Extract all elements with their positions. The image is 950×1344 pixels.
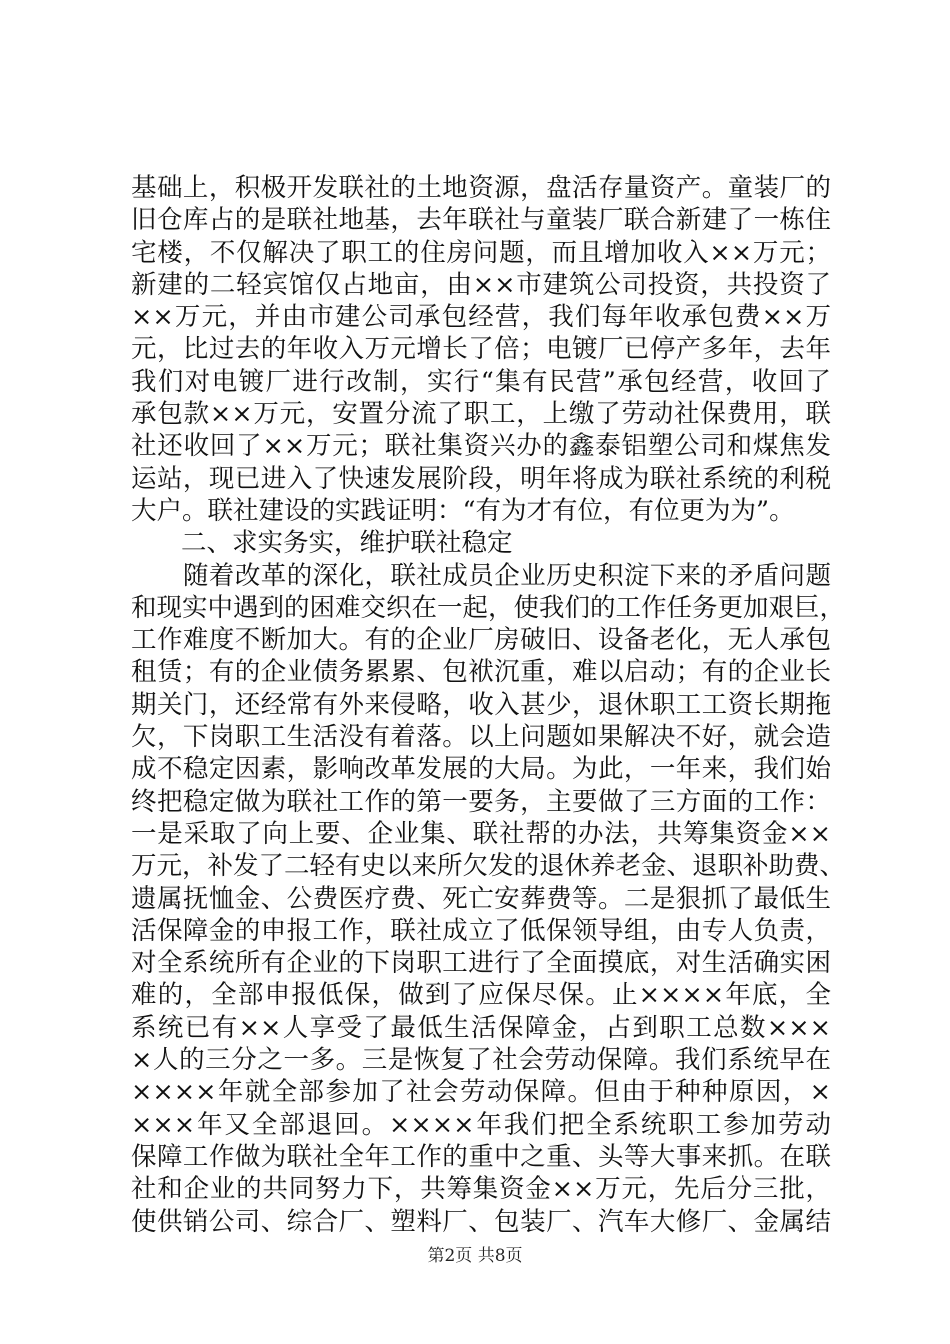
text-line: ××万元，并由市建公司承包经营，我们每年收承包费××万 [131, 302, 831, 333]
text-line: 对全系统所有企业的下岗职工进行了全面摸底，对生活确实困 [131, 948, 831, 979]
text-line: ×人的三分之一多。三是恢复了社会劳动保障。我们系统早在 [131, 1045, 831, 1076]
text-line: 遗属抚恤金、公费医疗费、死亡安葬费等。二是狠抓了最低生 [131, 883, 831, 914]
text-line: 元，比过去的年收入万元增长了倍；电镀厂已停产多年，去年 [131, 334, 831, 365]
text-line: 万元，补发了二轻有史以来所欠发的退休养老金、退职补助费、 [131, 851, 846, 882]
body-text [131, 172, 846, 1238]
text-line: 使供销公司、综合厂、塑料厂、包装厂、汽车大修厂、金属结 [131, 1206, 831, 1237]
section-heading: 二、求实务实，维护联社稳定 [181, 528, 513, 559]
text-line: 社和企业的共同努力下，共筹集资金××万元，先后分三批， [131, 1174, 831, 1205]
text-line: 基础上，积极开发联社的土地资源，盘活存量资产。童装厂的 [131, 173, 831, 203]
text-line: 新建的二轻宾馆仅占地亩，由××市建筑公司投资，共投资了 [131, 269, 831, 300]
text-line: 租赁；有的企业债务累累、包袱沉重，难以启动；有的企业长 [131, 657, 831, 688]
text-line: 工作难度不断加大。有的企业厂房破旧、设备老化，无人承包 [131, 625, 831, 656]
text-line: 期关门，还经常有外来侵略，收入甚少，退休职工工资长期拖 [131, 689, 831, 720]
text-line: 宅楼，不仅解决了职工的住房问题，而且增加收入××万元； [131, 237, 831, 268]
text-line: 大户。联社建设的实践证明：“有为才有位，有位更为为”。 [131, 495, 795, 526]
text-line: 和现实中遇到的困难交织在一起，使我们的工作任务更加艰巨， [131, 592, 846, 623]
text-line: 旧仓库占的是联社地基，去年联社与童装厂联合新建了一栋住 [131, 205, 831, 236]
text-line: 系统已有××人享受了最低生活保障金，占到职工总数××× [131, 1012, 831, 1043]
text-line: 难的，全部申报低保，做到了应保尽保。止××××年底，全 [131, 980, 831, 1011]
text-line: 运站，现已进入了快速发展阶段，明年将成为联社系统的利税 [131, 463, 831, 494]
text-line: 保障工作做为联社全年工作的重中之重、头等大事来抓。在联 [131, 1141, 831, 1172]
text-line: 一是采取了向上要、企业集、联社帮的办法，共筹集资金×× [131, 818, 831, 849]
text-line: 承包款××万元，安置分流了职工，上缴了劳动社保费用，联 [131, 399, 831, 430]
text-line: ××××年就全部参加了社会劳动保障。但由于种种原因，× [131, 1077, 831, 1108]
text-line: 我们对电镀厂进行改制，实行“集有民营”承包经营，收回了 [131, 366, 831, 397]
text-line: 社还收回了××万元；联社集资兴办的鑫泰铝塑公司和煤焦发 [131, 431, 831, 462]
text-line: 随着改革的深化，联社成员企业历史积淀下来的矛盾问题 [183, 560, 831, 591]
page-number: 第2页 共8页 [427, 1246, 523, 1266]
text-line: 欠，下岗职工生活没有着落。以上问题如果解决不好，就会造 [131, 722, 831, 753]
text-line: ×××年又全部退回。××××年我们把全系统职工参加劳动 [131, 1109, 831, 1140]
text-line: 活保障金的申报工作，联社成立了低保领导组，由专人负责， [131, 915, 831, 946]
text-line: 终把稳定做为联社工作的第一要务，主要做了三方面的工作： [131, 786, 831, 817]
page-footer [0, 1244, 950, 1268]
text-line: 成不稳定因素，影响改革发展的大局。为此，一年来，我们始 [131, 754, 831, 785]
